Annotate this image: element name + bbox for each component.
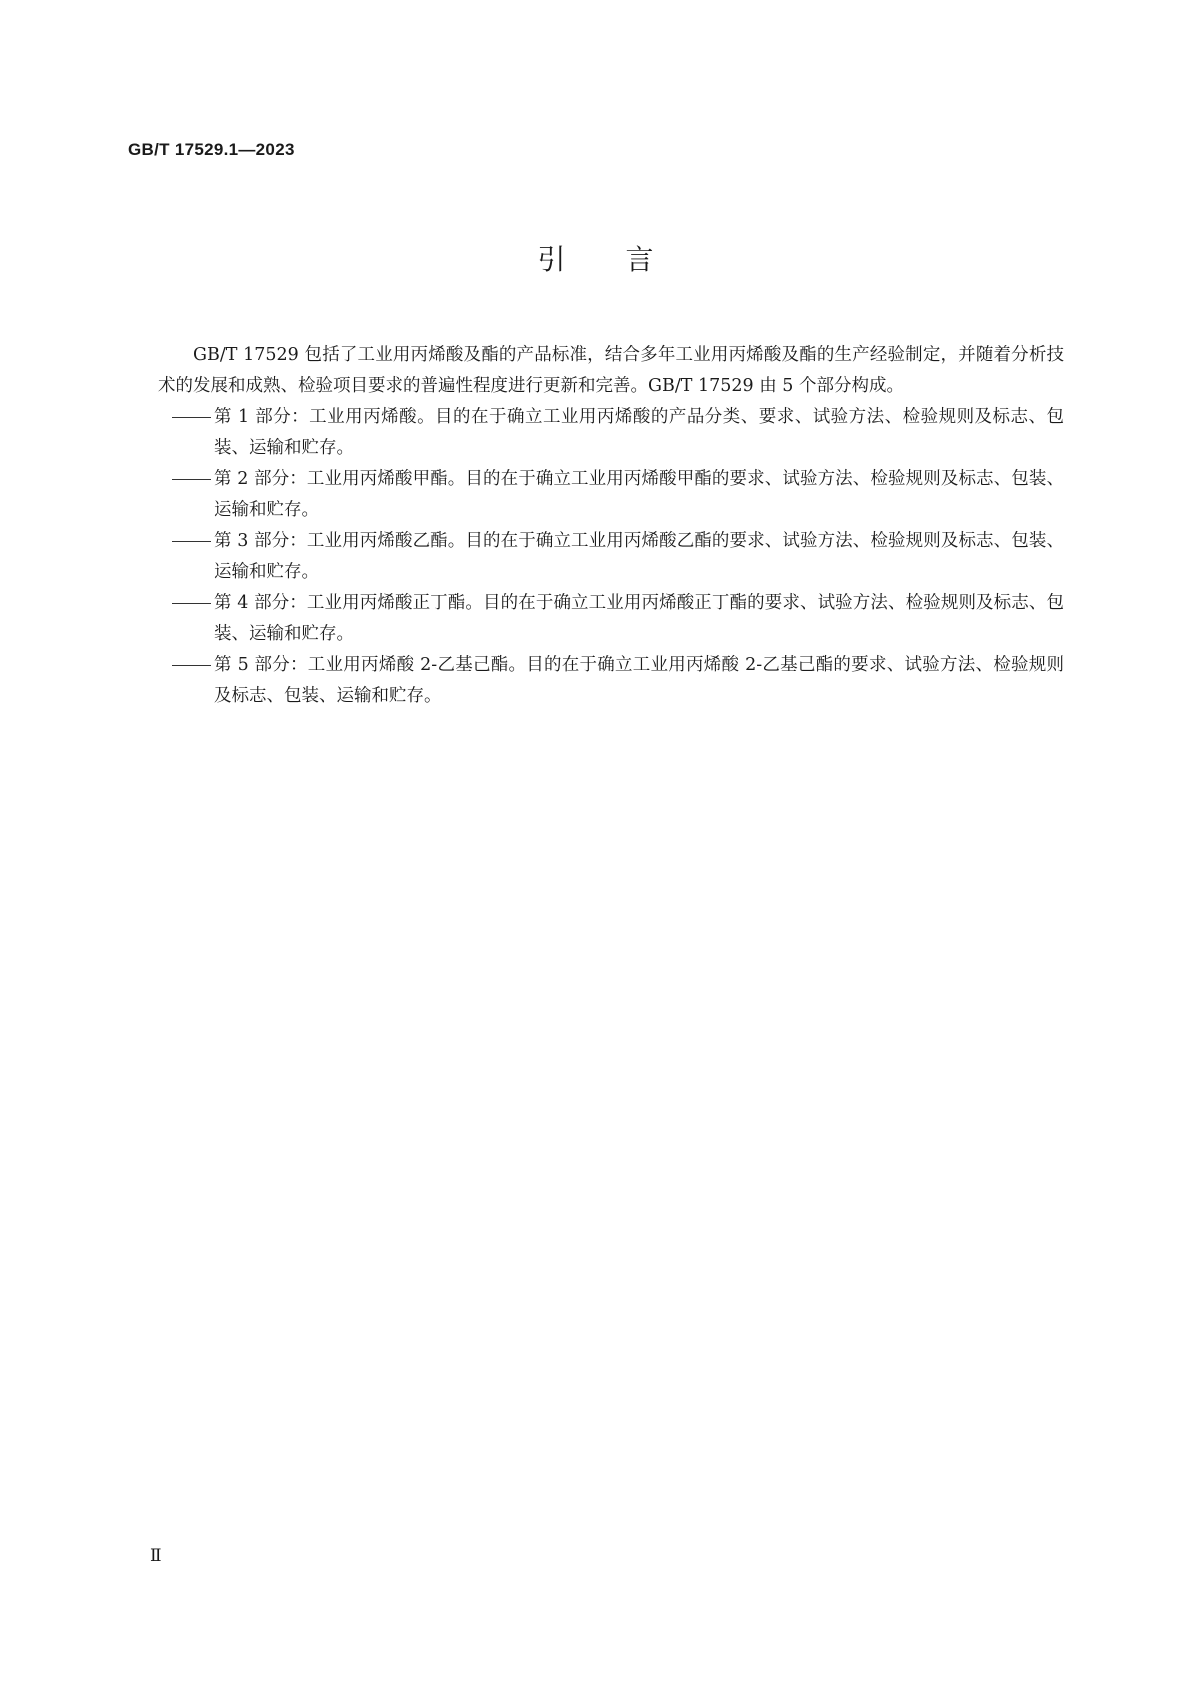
dash-marker	[172, 526, 214, 588]
dash-marker	[172, 464, 214, 526]
dash-marker	[172, 588, 214, 650]
standard-code: GB/T 17529.1—2023	[128, 140, 295, 159]
list-item-text: 第 2 部分：工业用丙烯酸甲酯。目的在于确立工业用丙烯酸甲酯的要求、试验方法、检验规则及标志、包装、运输和贮存。	[214, 469, 1064, 520]
list-item-text: 第 4 部分：工业用丙烯酸正丁酯。目的在于确立工业用丙烯酸正丁酯的要求、试验方法、检验规则及标志、包装、运输和贮存。	[214, 593, 1064, 644]
list-item-part-1	[158, 402, 1064, 464]
body-content	[158, 340, 1064, 712]
list-item-part-4	[158, 588, 1064, 650]
list-item-text: 第 1 部分：工业用丙烯酸。目的在于确立工业用丙烯酸的产品分类、要求、试验方法、检验规则及标志、包装、运输和贮存。	[214, 407, 1064, 458]
dash-marker	[172, 402, 214, 464]
page-title: 引言	[537, 243, 714, 276]
list-item-part-2	[158, 464, 1064, 526]
dash-marker	[172, 650, 214, 712]
list-item-part-5	[158, 650, 1064, 712]
page-number: Ⅱ	[150, 1546, 162, 1566]
list-item-text: 第 5 部分：工业用丙烯酸 2-乙基己酯。目的在于确立工业用丙烯酸 2-乙基己酯的要求、试验方法、检验规则及标志、包装、运输和贮存。	[214, 655, 1064, 706]
intro-paragraph: GB/T 17529 包括了工业用丙烯酸及酯的产品标准，结合多年工业用丙烯酸及酯的生产经验制定，并随着分析技术的发展和成熟、检验项目要求的普遍性程度进行更新和完善。GB/T 17529 由 5 个部分构成。	[158, 345, 1064, 396]
list-item-text: 第 3 部分：工业用丙烯酸乙酯。目的在于确立工业用丙烯酸乙酯的要求、试验方法、检验规则及标志、包装、运输和贮存。	[214, 531, 1064, 582]
list-item-part-3	[158, 526, 1064, 588]
